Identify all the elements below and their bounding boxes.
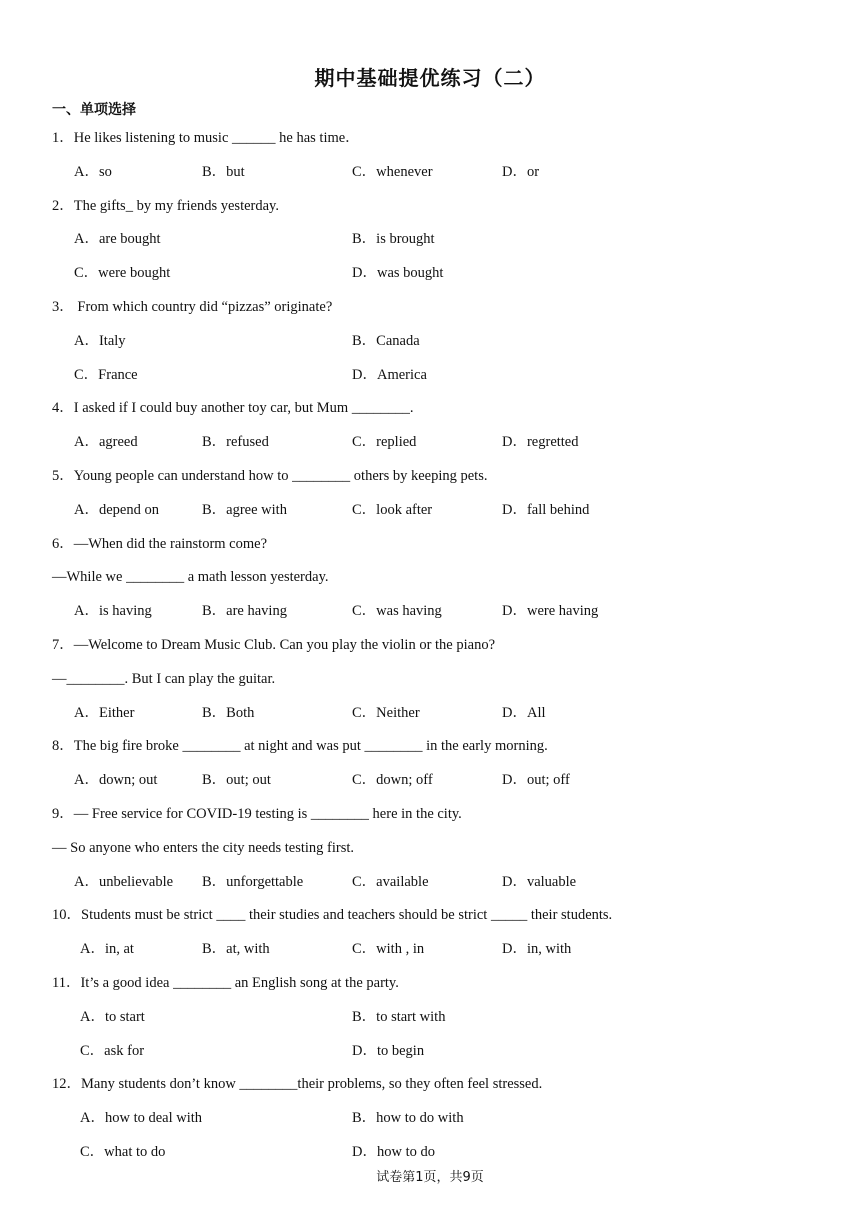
answer-option: D．out; off [502, 772, 570, 789]
answer-option: C．were bought [74, 265, 171, 282]
question-stem: 9．— Free service for COVID-19 testing is ________ here in the city. [52, 806, 462, 822]
answer-option: A．how to deal with [80, 1110, 203, 1127]
answer-option: C．ask for [80, 1042, 145, 1059]
answer-option: C．France [74, 366, 138, 383]
answer-option: C．what to do [80, 1144, 166, 1160]
answer-option: D．fall behind [502, 501, 590, 518]
answer-option: D．in, with [502, 941, 572, 958]
question-stem: 7．—Welcome to Dream Music Club. Can you play the violin or the piano? [52, 637, 496, 653]
answer-option: C．was having [352, 603, 442, 620]
answer-option: D．regretted [502, 434, 579, 451]
answer-option: C．look after [352, 501, 433, 518]
answer-option: A．down; out [74, 772, 158, 789]
question-stem: 10．Students must be strict ____ their studies and teachers should be strict _____ their students. [52, 907, 613, 924]
answer-option: C．Neither [352, 704, 420, 721]
question-stem: 6．—When did the rainstorm come? [52, 535, 268, 552]
answer-option: B．Canada [352, 332, 420, 349]
answer-option: D．how to do [352, 1144, 435, 1160]
page-footer: 试卷第1页，共9页 [376, 1170, 484, 1185]
answer-option: D．valuable [502, 873, 577, 890]
question-stem: 12．Many students don’t know ________their problems, so they often feel stressed. [52, 1076, 543, 1093]
answer-option: D．All [502, 704, 546, 721]
answer-option: B．but [202, 163, 245, 180]
question-stem: 8．The big fire broke ________ at night and was put ________ in the early morning. [52, 738, 548, 755]
answer-option: C．with , in [352, 941, 425, 958]
question-stem: 5．Young people can understand how to ________ others by keeping pets. [52, 468, 488, 484]
answer-option: B．at, with [202, 941, 270, 958]
answer-option: C．replied [352, 434, 417, 451]
answer-option: B．out; out [202, 772, 271, 789]
answer-option: B．unforgettable [202, 873, 304, 890]
question-stem: 2．The gifts_ by my friends yesterday. [52, 197, 279, 214]
answer-option: D．was bought [352, 265, 444, 282]
question-stem: 1．He likes listening to music ______ he has time． [52, 130, 360, 146]
question-stem: — So anyone who enters the city needs testing first. [52, 839, 355, 856]
answer-option: A．is having [74, 603, 152, 620]
answer-option: C．down; off [352, 772, 433, 789]
answer-option: B．is brought [352, 231, 435, 248]
section-heading: 一、单项选择 [52, 102, 136, 118]
question-stem: 4．I asked if I could buy another toy car, but Mum ________. [52, 400, 414, 417]
answer-option: B．Both [202, 704, 255, 721]
answer-option: D．America [352, 366, 427, 383]
answer-option: D．to begin [352, 1042, 425, 1059]
answer-option: A．Either [74, 704, 135, 721]
answer-option: A．to start [80, 1008, 145, 1025]
answer-option: A．agreed [74, 434, 138, 451]
page-title: 期中基础提优练习（二） [314, 66, 546, 90]
answer-option: D．or [502, 163, 540, 180]
answer-option: C．whenever [352, 163, 433, 180]
answer-option: D．were having [502, 603, 599, 620]
answer-option: A．are bought [74, 231, 161, 248]
question-stem: 3． From which country did “pizzas” originate? [52, 299, 333, 315]
answer-option: B．refused [202, 434, 269, 451]
answer-option: A．depend on [74, 501, 159, 518]
question-stem: 11．It’s a good idea ________ an English song at the party. [52, 975, 399, 991]
answer-option: A．in, at [80, 941, 134, 958]
answer-option: B．how to do with [352, 1110, 464, 1127]
answer-option: B．agree with [202, 501, 287, 518]
question-stem: —________. But I can play the guitar. [52, 670, 276, 687]
answer-option: B．are having [202, 603, 287, 620]
answer-option: A．unbelievable [74, 873, 174, 890]
answer-option: C．available [352, 873, 429, 890]
answer-option: B．to start with [352, 1008, 446, 1025]
answer-option: A．Italy [74, 332, 126, 349]
question-stem: —While we ________ a math lesson yesterday. [52, 569, 329, 586]
answer-option: A．so [74, 163, 112, 180]
